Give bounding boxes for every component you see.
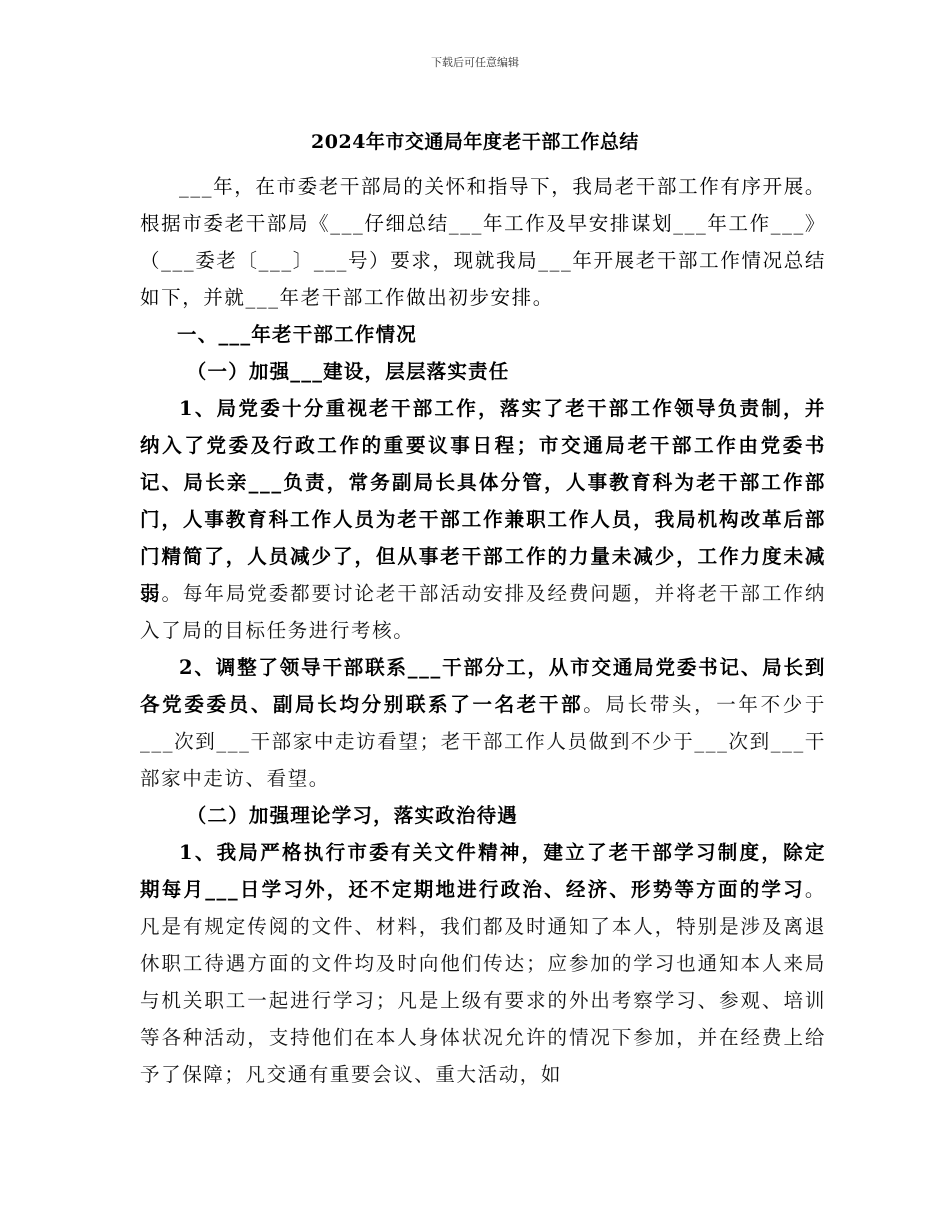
subsection-1-paragraph-2 xyxy=(140,649,826,797)
section-1-heading: 一、___年老干部工作情况 xyxy=(177,323,417,346)
paragraph-normal-text: 。每年局党委都要讨论老干部活动安排及经费问题，并将老干部工作纳入了局的目标任务进行考核。 xyxy=(140,582,826,642)
paragraph-bold-text: 1、我局严格执行市委有关文件精神，建立了老干部学习制度，除定期每月___日学习外，还不定期地进行政治、经济、形势等方面的学习 xyxy=(140,841,826,901)
header-note: 下载后可任意编辑 xyxy=(431,56,519,69)
document-body xyxy=(140,168,826,1093)
subsection-1-heading: （一）加强___建设，层层落实责任 xyxy=(186,360,510,383)
paragraph-normal-text: 。局长带头，一年不少于___次到___干部家中走访看望；老干部工作人员做到不少于___次到___干部家中走访、看望。 xyxy=(140,693,826,790)
subsection-1-paragraph-1 xyxy=(140,390,826,649)
document-title: 2024年市交通局年度老干部工作总结 xyxy=(311,131,639,153)
paragraph-bold-text: 2、调整了领导干部联系___干部分工，从市交通局党委书记、局长到各党委委员、副局长均分别联系了一名老干部 xyxy=(140,656,826,716)
paragraph-normal-text: 。凡是有规定传阅的文件、材料，我们都及时通知了本人，特别是涉及离退休职工待遇方面的文件均及时向他们传达；应参加的学习也通知本人来局与机关职工一起进行学习；凡是上级有要求的外出考察学习、参观、培训等各种活动，支持他们在本人身体状况允许的情况下参加，并在经费上给予了保障；凡交通有重要会议、重大活动，如 xyxy=(140,878,826,1086)
intro-paragraph: ___年，在市委老干部局的关怀和指导下，我局老干部工作有序开展。根据市委老干部局《___仔细总结___年工作及早安排谋划___年工作___》（___委老〔___〕___号）要求，现就我局___年开展老干部工作情况总结如下，并就___年老干部工作做出初步安排。 xyxy=(140,175,826,309)
subsection-2-heading: （二）加强理论学习，落实政治待遇 xyxy=(186,804,518,827)
subsection-2-paragraph-1 xyxy=(140,834,826,1093)
paragraph-bold-text: 1、局党委十分重视老干部工作，落实了老干部工作领导负责制，并纳入了党委及行政工作的重要议事日程；市交通局老干部工作由党委书记、局长亲___负责，常务副局长具体分管，人事教育科为老干部工作部门，人事教育科工作人员为老干部工作兼职工作人员，我局机构改革后部门精简了，人员减少了，但从事老干部工作的力量未减少，工作力度未减弱 xyxy=(140,397,826,605)
